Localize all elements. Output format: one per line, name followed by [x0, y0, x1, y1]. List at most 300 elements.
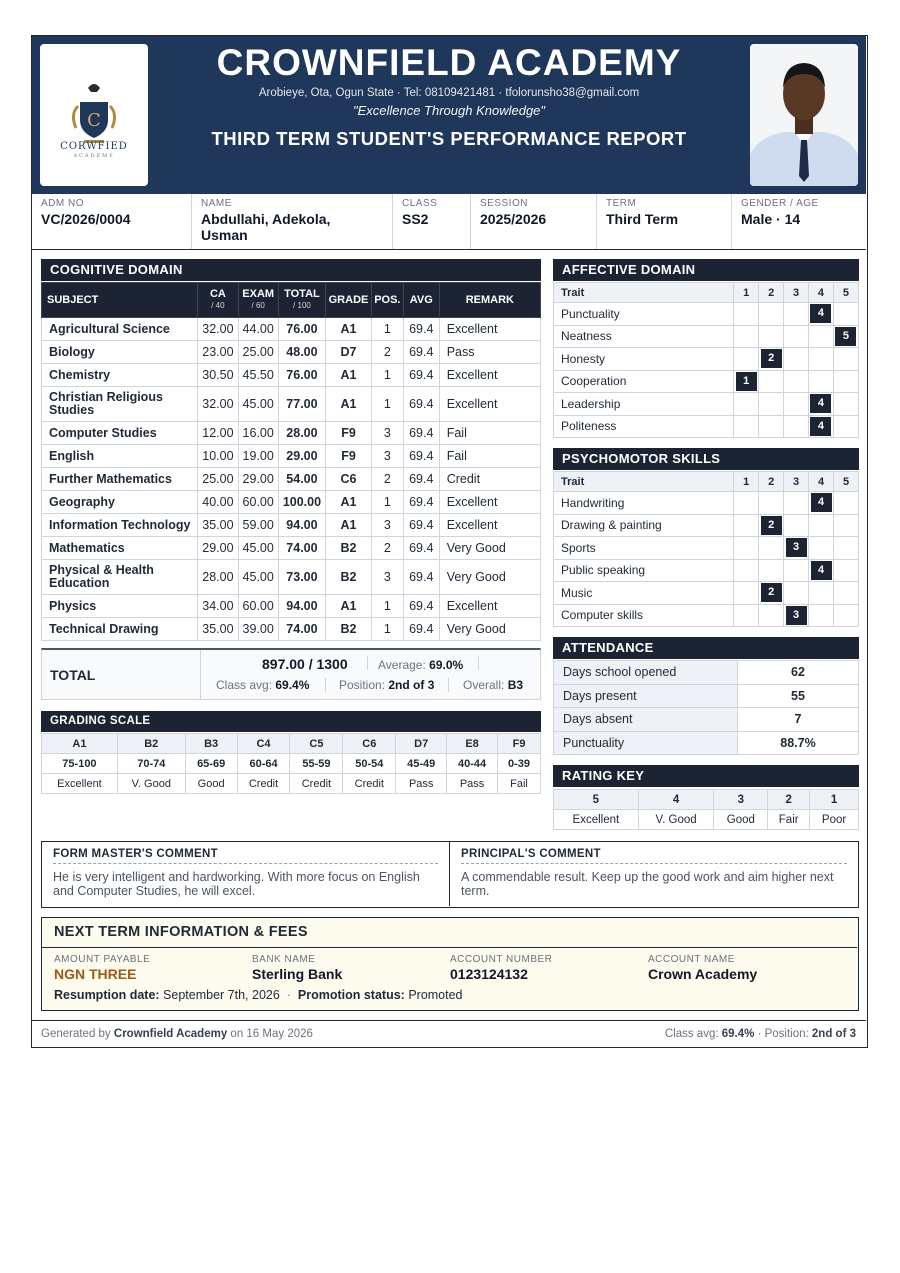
rating-cell: [759, 604, 784, 627]
grading-remark: V. Good: [117, 774, 185, 794]
generated-prefix: Generated by: [41, 1028, 111, 1040]
attendance-label: Days present: [554, 684, 738, 708]
principal-text: A commendable result. Keep up the good work and aim higher next term.: [461, 870, 834, 898]
grade: B2: [326, 560, 372, 595]
total-score: 100.00: [278, 491, 325, 514]
gender-age-value: Male · 14: [741, 211, 801, 227]
total-score: 73.00: [278, 560, 325, 595]
col-exam-max: / 60: [251, 301, 265, 310]
attendance-row: [554, 684, 859, 708]
exam-score: 25.00: [238, 341, 278, 364]
logo-text: CORWFIED: [60, 141, 128, 152]
ca-score: 23.00: [198, 341, 238, 364]
total-score: 48.00: [278, 341, 325, 364]
grading-range: 0-39: [498, 754, 541, 774]
session-value: 2025/2026: [480, 211, 547, 227]
rating-key-label: V. Good: [638, 810, 714, 830]
account-name-field: [648, 954, 757, 982]
average-stat: [378, 658, 463, 672]
rating-cell: [759, 348, 784, 371]
subject-name: Mathematics: [42, 537, 198, 560]
col-ca-label: CA: [209, 288, 226, 300]
session-cell: [471, 194, 597, 249]
cognitive-domain-title: COGNITIVE DOMAIN: [41, 259, 541, 281]
trait-name: Sports: [554, 537, 734, 560]
rating-mark: 3: [786, 538, 807, 557]
total-score: 74.00: [278, 618, 325, 641]
average: 69.4: [403, 445, 439, 468]
rating-mark: 3: [786, 606, 807, 625]
subject-name: Biology: [42, 341, 198, 364]
rating-cell: [809, 514, 834, 537]
report-title: THIRD TERM STUDENT'S PERFORMANCE REPORT: [211, 128, 687, 149]
exam-score: 45.00: [238, 537, 278, 560]
trait-row: [554, 303, 859, 326]
footer-summary: [665, 1028, 856, 1040]
rating-key-number: 5: [554, 790, 639, 810]
trait-row: [554, 348, 859, 371]
school-motto: "Excellence Through Knowledge": [352, 103, 546, 118]
position: 1: [371, 387, 403, 422]
exam-score: 60.00: [238, 491, 278, 514]
subject-row: [42, 595, 541, 618]
rating-mark: 4: [811, 493, 832, 512]
total-score: 94.00: [278, 514, 325, 537]
trait-row: [554, 325, 859, 348]
scale-header: 4: [809, 472, 834, 492]
rating-key-label: Poor: [810, 810, 859, 830]
session-label: SESSION: [480, 198, 528, 209]
col-total-max: / 100: [293, 301, 311, 310]
attendance-title: ATTENDANCE: [553, 637, 859, 659]
position: 3: [371, 422, 403, 445]
subject-name: Information Technology: [42, 514, 198, 537]
rating-mark: 4: [810, 417, 831, 436]
subject-name: Chemistry: [42, 364, 198, 387]
account-name-label: ACCOUNT NAME: [648, 954, 735, 965]
average: 69.4: [403, 491, 439, 514]
subject-row: [42, 514, 541, 537]
rating-key-table: [553, 789, 859, 830]
next-term-box: [41, 917, 859, 1011]
rating-cell: [809, 604, 834, 627]
total-score: 77.00: [278, 387, 325, 422]
subject-name: Computer Studies: [42, 422, 198, 445]
generated-by-name: Crownfield Academy: [113, 1028, 228, 1040]
grading-range: 65-69: [185, 754, 237, 774]
trait-row: [554, 393, 859, 416]
rating-cell: [784, 393, 809, 416]
promotion-value: Promoted: [408, 988, 463, 1002]
rating-cell: [833, 303, 858, 326]
average: 69.4: [403, 364, 439, 387]
rating-cell: [759, 559, 784, 582]
rating-key-number: 4: [638, 790, 714, 810]
average: 69.4: [403, 422, 439, 445]
account-number-field: [450, 954, 552, 982]
bank-value: Sterling Bank: [252, 966, 343, 982]
grading-grade: C5: [290, 734, 343, 754]
trait-name: Public speaking: [554, 559, 734, 582]
col-exam: [238, 283, 278, 318]
rating-cell: [759, 415, 784, 438]
scale-header: 5: [834, 472, 859, 492]
rating-mark: 1: [736, 372, 757, 391]
position: 1: [371, 491, 403, 514]
total-score: 76.00: [278, 318, 325, 341]
rating-cell: [759, 303, 784, 326]
average: 69.4: [403, 560, 439, 595]
rating-cell: [734, 348, 759, 371]
total-score: 94.00: [278, 595, 325, 618]
gender-age-label: GENDER / AGE: [741, 198, 819, 209]
total-score: 54.00: [278, 468, 325, 491]
adm-no-label: ADM NO: [41, 198, 84, 209]
grading-remark: Pass: [396, 774, 447, 794]
rating-cell: [759, 325, 784, 348]
grading-remark: Good: [185, 774, 237, 794]
average: 69.4: [403, 514, 439, 537]
grade: B2: [326, 618, 372, 641]
remark: Very Good: [439, 560, 540, 595]
col-grade: GRADE: [326, 283, 372, 318]
grading-remark: Credit: [343, 774, 396, 794]
ca-score: 32.00: [198, 387, 238, 422]
grade: D7: [326, 341, 372, 364]
grade: C6: [326, 468, 372, 491]
trait-row: [554, 370, 859, 393]
remark: Fail: [439, 445, 540, 468]
grading-range: 70-74: [117, 754, 185, 774]
position: 1: [371, 318, 403, 341]
rating-cell: [734, 303, 759, 326]
exam-score: 60.00: [238, 595, 278, 618]
grading-grade: C4: [237, 734, 290, 754]
ca-score: 30.50: [198, 364, 238, 387]
ca-score: 35.00: [198, 514, 238, 537]
total-score: 897.00 / 1300: [262, 656, 348, 672]
attendance-row: [554, 731, 859, 755]
subject-name: Technical Drawing: [42, 618, 198, 641]
grade: F9: [326, 422, 372, 445]
rating-mark: 4: [810, 394, 831, 413]
form-master-comment: [42, 842, 450, 906]
col-subject: SUBJECT: [42, 283, 198, 318]
footer-position: 2nd of 3: [811, 1028, 856, 1040]
total-score: 74.00: [278, 537, 325, 560]
gender-age-cell: [732, 194, 866, 249]
cognitive-table: [41, 282, 541, 641]
ca-score: 29.00: [198, 537, 238, 560]
rating-cell: [734, 582, 759, 605]
subject-row: [42, 560, 541, 595]
scale-header: 3: [784, 472, 809, 492]
scale-header: 2: [759, 472, 784, 492]
adm-no-value: VC/2026/0004: [41, 211, 131, 227]
rating-mark: 4: [811, 561, 832, 580]
trait-row: [554, 582, 859, 605]
rating-cell: [784, 537, 809, 560]
rating-cell: [734, 559, 759, 582]
total-label: TOTAL: [50, 667, 96, 683]
principal-comment: [450, 842, 858, 906]
subject-row: [42, 445, 541, 468]
grading-scale-table: [41, 733, 541, 794]
ca-score: 40.00: [198, 491, 238, 514]
subject-row: [42, 387, 541, 422]
col-pos: POS.: [371, 283, 403, 318]
subject-row: [42, 364, 541, 387]
trait-name: Cooperation: [554, 370, 734, 393]
ca-score: 34.00: [198, 595, 238, 618]
grade: A1: [326, 595, 372, 618]
grade: A1: [326, 318, 372, 341]
col-avg: AVG: [403, 283, 439, 318]
class-avg-value: 69.4%: [275, 678, 310, 692]
remark: Credit: [439, 468, 540, 491]
subject-row: [42, 318, 541, 341]
report-footer: [32, 1020, 866, 1048]
name-label: NAME: [201, 198, 232, 209]
rating-cell: [834, 537, 859, 560]
col-total: [278, 283, 325, 318]
class-avg-stat: [216, 678, 309, 692]
grading-range: 45-49: [396, 754, 447, 774]
rating-mark: 2: [761, 583, 782, 602]
class-label: CLASS: [402, 198, 438, 209]
rating-cell: [784, 415, 809, 438]
amount-value: NGN THREE: [54, 966, 137, 982]
attendance-row: [554, 708, 859, 732]
exam-score: 45.50: [238, 364, 278, 387]
remark: Excellent: [439, 318, 540, 341]
rating-cell: [734, 325, 759, 348]
rating-cell: [833, 325, 858, 348]
class-cell: [393, 194, 471, 249]
rating-key-number: 3: [714, 790, 768, 810]
exam-score: 19.00: [238, 445, 278, 468]
rating-cell: [784, 303, 809, 326]
average: 69.4: [403, 595, 439, 618]
rating-cell: [734, 537, 759, 560]
exam-score: 39.00: [238, 618, 278, 641]
rating-mark: 4: [810, 304, 831, 323]
attendance-value: 7: [738, 708, 859, 732]
class-avg-label: Class avg:: [216, 678, 273, 692]
subject-name: Christian Religious Studies: [42, 387, 198, 422]
position: 1: [371, 618, 403, 641]
subject-row: [42, 491, 541, 514]
trait-row: [554, 604, 859, 627]
attendance-row: [554, 661, 859, 685]
overall-stat: [463, 678, 523, 692]
form-master-text: He is very intelligent and hardworking. With more focus on English and Computer Studies, he will excel.: [53, 870, 420, 898]
rating-cell: [784, 514, 809, 537]
resumption-value: September 7th, 2026: [163, 988, 280, 1002]
remark: Pass: [439, 341, 540, 364]
grading-grade: F9: [498, 734, 541, 754]
rating-key-label: Excellent: [554, 810, 639, 830]
position: 3: [371, 445, 403, 468]
rating-cell: [833, 393, 858, 416]
rating-cell: [734, 492, 759, 515]
rating-cell: [834, 514, 859, 537]
trait-row: [554, 415, 859, 438]
subject-name: Agricultural Science: [42, 318, 198, 341]
scale-header: 1: [734, 283, 759, 303]
position: 2: [371, 537, 403, 560]
rating-cell: [759, 393, 784, 416]
footer-position-label: · Position:: [757, 1028, 809, 1040]
grading-grade: A1: [42, 734, 118, 754]
rating-key-label: Fair: [768, 810, 810, 830]
rating-cell: [784, 370, 809, 393]
rating-cell: [784, 492, 809, 515]
grading-scale-title: GRADING SCALE: [41, 711, 541, 732]
remark: Excellent: [439, 491, 540, 514]
grading-grade: B2: [117, 734, 185, 754]
grading-remark: Excellent: [42, 774, 118, 794]
remark: Very Good: [439, 618, 540, 641]
svg-text:C: C: [87, 110, 101, 131]
total-summary: [41, 648, 541, 700]
position: 3: [371, 514, 403, 537]
trait-name: Leadership: [554, 393, 734, 416]
rating-cell: [734, 514, 759, 537]
grade: A1: [326, 364, 372, 387]
scale-header: 2: [759, 283, 784, 303]
grading-grade: E8: [447, 734, 498, 754]
subject-name: Physics: [42, 595, 198, 618]
bank-field: [252, 954, 342, 982]
attendance-value: 55: [738, 684, 859, 708]
subject-name: Further Mathematics: [42, 468, 198, 491]
affective-table: [553, 282, 859, 438]
name-cell: [192, 194, 393, 249]
rating-cell: [809, 415, 834, 438]
rating-mark: 2: [761, 349, 782, 368]
adm-no-cell: [32, 194, 192, 249]
rating-cell: [784, 582, 809, 605]
position: 3: [371, 560, 403, 595]
remark: Very Good: [439, 537, 540, 560]
grading-range: 40-44: [447, 754, 498, 774]
grading-range: 50-54: [343, 754, 396, 774]
rating-cell: [734, 393, 759, 416]
rating-cell: [809, 393, 834, 416]
ca-score: 28.00: [198, 560, 238, 595]
col-ca: [198, 283, 238, 318]
grading-grade: B3: [185, 734, 237, 754]
grade: A1: [326, 514, 372, 537]
subject-name: English: [42, 445, 198, 468]
trait-name: Honesty: [554, 348, 734, 371]
total-score: 76.00: [278, 364, 325, 387]
rating-key-number: 2: [768, 790, 810, 810]
grade: A1: [326, 387, 372, 422]
position: 1: [371, 595, 403, 618]
rating-cell: [784, 559, 809, 582]
ca-score: 12.00: [198, 422, 238, 445]
rating-cell: [734, 604, 759, 627]
account-number-label: ACCOUNT NUMBER: [450, 954, 553, 965]
position-label: Position:: [339, 678, 386, 692]
trait-row: [554, 537, 859, 560]
ca-score: 25.00: [198, 468, 238, 491]
footer-class-avg: 69.4%: [721, 1028, 755, 1040]
trait-header: Trait: [554, 472, 734, 492]
amount-label: AMOUNT PAYABLE: [54, 954, 151, 965]
ca-score: 32.00: [198, 318, 238, 341]
exam-score: 59.00: [238, 514, 278, 537]
average: 69.4: [403, 341, 439, 364]
subject-name: Physical & Health Education: [42, 560, 198, 595]
scale-header: 5: [833, 283, 858, 303]
rating-cell: [809, 492, 834, 515]
trait-name: Handwriting: [554, 492, 734, 515]
average: 69.4: [403, 618, 439, 641]
average: 69.4: [403, 537, 439, 560]
term-value: Third Term: [606, 211, 679, 227]
grading-remark: Credit: [290, 774, 343, 794]
rating-cell: [834, 582, 859, 605]
rating-cell: [834, 492, 859, 515]
principal-title: PRINCIPAL'S COMMENT: [461, 848, 847, 864]
trait-name: Computer skills: [554, 604, 734, 627]
student-photo: [750, 44, 858, 186]
school-address: Arobieye, Ota, Ogun State · Tel: 08109421481 · tfolorunsho38@gmail.com: [258, 87, 640, 99]
rating-cell: [734, 415, 759, 438]
rating-key-number: 1: [810, 790, 859, 810]
report-card: [31, 35, 868, 1048]
rating-cell: [809, 370, 834, 393]
comments-box: [41, 841, 859, 908]
col-total-label: TOTAL: [284, 288, 320, 300]
grading-range: 55-59: [290, 754, 343, 774]
rating-cell: [759, 492, 784, 515]
exam-score: 44.00: [238, 318, 278, 341]
trait-name: Drawing & painting: [554, 514, 734, 537]
footer-class-avg-label: Class avg:: [664, 1028, 719, 1040]
account-name-value: Crown Academy: [648, 966, 758, 982]
attendance-label: Days absent: [554, 708, 738, 732]
generated-date: on 16 May 2026: [230, 1028, 313, 1040]
grading-range: 75-100: [42, 754, 118, 774]
logo-subtext: ACADEMY: [73, 153, 115, 159]
grade: B2: [326, 537, 372, 560]
trait-name: Neatness: [554, 325, 734, 348]
subject-row: [42, 422, 541, 445]
total-score: 28.00: [278, 422, 325, 445]
scale-header: 4: [809, 283, 834, 303]
rating-cell: [833, 370, 858, 393]
resumption-line: Resumption date: September 7th, 2026 · Promotion status: Promoted: [54, 988, 463, 1002]
position: 1: [371, 364, 403, 387]
rating-key-label: Good: [714, 810, 768, 830]
position-stat: [339, 678, 434, 692]
rating-cell: [759, 514, 784, 537]
subject-row: [42, 618, 541, 641]
trait-header: Trait: [554, 283, 734, 303]
grading-remark: Credit: [237, 774, 290, 794]
grading-remark: Pass: [447, 774, 498, 794]
rating-mark: 2: [761, 516, 782, 535]
trait-name: Punctuality: [554, 303, 734, 326]
grading-remark: Fail: [498, 774, 541, 794]
average: 69.4: [403, 387, 439, 422]
attendance-value: 88.7%: [738, 731, 859, 755]
resumption-label: Resumption date:: [54, 988, 160, 1002]
